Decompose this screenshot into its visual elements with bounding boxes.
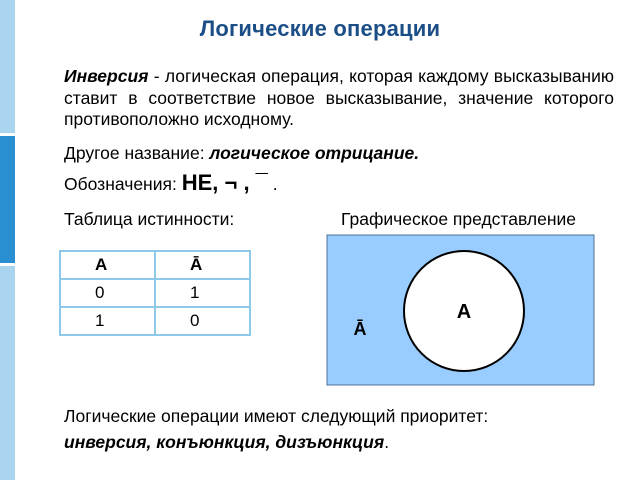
table-header-not-a: Ā: [155, 251, 250, 279]
truth-table: [59, 250, 251, 336]
truth-table-label: Таблица истинности:: [64, 209, 235, 229]
definition-text: - логическая операция, которая каждому высказыванию ставит в соответствие новое высказывание, значение которого противоположно исходному.: [64, 66, 614, 129]
outside-label: Ā: [353, 319, 367, 339]
priority-line: [64, 432, 389, 453]
notation-symbols: НЕ, ¬ , ¯: [181, 170, 268, 195]
accent-segment-middle: [0, 135, 15, 265]
table-header-row: [60, 251, 250, 279]
table-cell: 1: [60, 307, 155, 335]
notation-label: Обозначения:: [64, 174, 182, 194]
notation-line: [64, 170, 278, 196]
circle-label: A: [456, 301, 472, 323]
priority-text: Логические операции имеют следующий приоритет:: [64, 406, 489, 426]
notation-end: .: [267, 174, 278, 194]
table-row: [60, 307, 250, 335]
priority-order: инверсия, конъюнкция, дизъюнкция: [64, 432, 385, 452]
table-cell: 0: [60, 279, 155, 307]
priority-end: .: [384, 432, 390, 452]
other-name-value: логическое отрицание.: [209, 143, 420, 163]
definition-paragraph: [64, 66, 614, 131]
page-title: Логические операции: [199, 16, 441, 41]
other-name-label: Другое название:: [64, 143, 210, 163]
graphic-label: Графическое представление: [341, 209, 576, 229]
accent-gap: [0, 263, 15, 266]
table-row: [60, 279, 250, 307]
venn-diagram: [326, 234, 596, 386]
table-header-a: A: [60, 251, 155, 279]
table-cell: 0: [155, 307, 250, 335]
accent-gap: [0, 133, 15, 136]
other-name-line: [64, 143, 419, 164]
accent-segment-bottom: [0, 265, 15, 480]
left-accent-bar: [0, 0, 15, 480]
definition-term: Инверсия: [64, 66, 149, 86]
table-cell: 1: [155, 279, 250, 307]
